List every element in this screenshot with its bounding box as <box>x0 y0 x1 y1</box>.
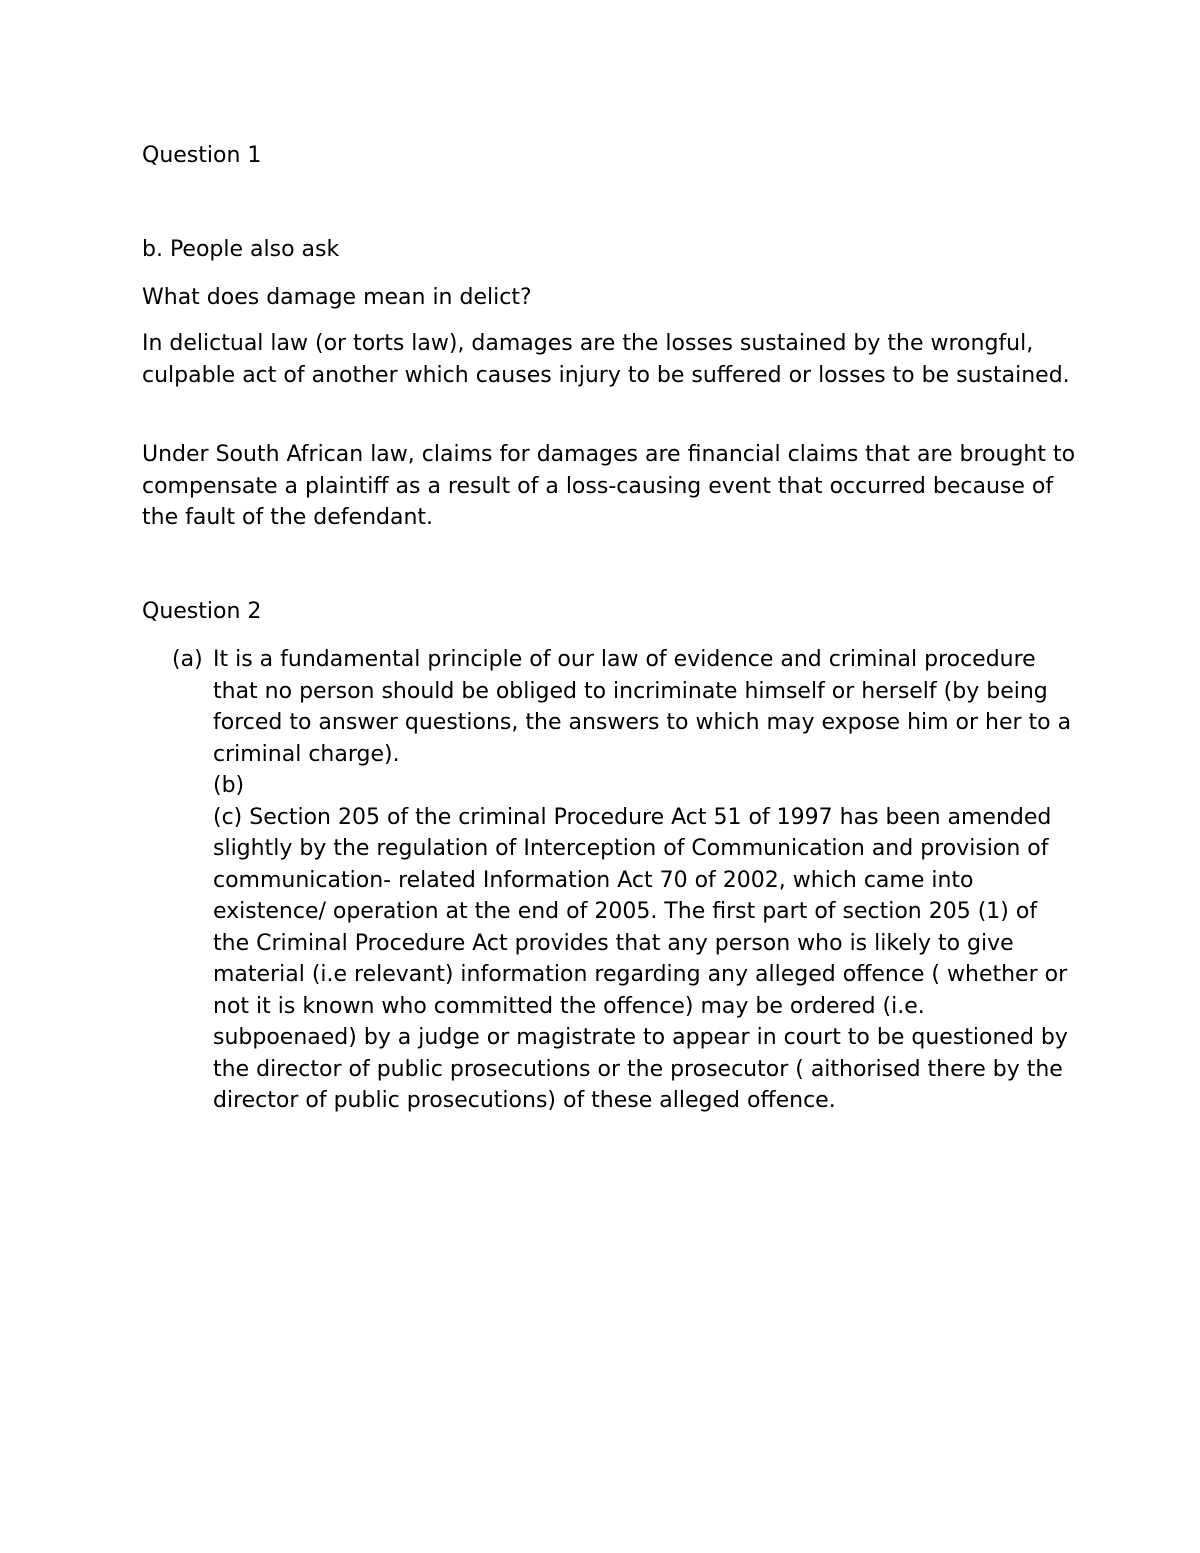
list-item-a-text: It is a fundamental principle of our law of evidence and criminal procedure that no person should be obliged to incriminate himself or herself (by being forced to answer questions, the answers to which may expose him or her to a criminal charge). <box>213 647 1072 767</box>
question-1-paragraph-1: In delictual law (or torts law), damages are the losses sustained by the wrongful, culpable act of another which causes injury to be suffered or losses to be sustained. <box>142 331 1070 388</box>
question-1-paragraph-2: Under South African law, claims for damages are financial claims that are brought to compensate a plaintiff as a result of a loss-causing event that occurred because of the fault of the defendant. <box>142 442 1076 530</box>
list-item-b-label: (b) <box>213 773 245 798</box>
question-1-subheading: b. People also ask <box>142 237 340 262</box>
question-2-list <box>172 644 1072 1117</box>
question-2-heading: Question 2 <box>142 599 262 624</box>
list-item-c-text: (c) Section 205 of the criminal Procedure Act 51 of 1997 has been amended slightly by the regulation of Interception of Communication and provision of communication- related Information Act 70 of 2002, which came into existence/ operation at the end of 2005. The first part of section 205 (1) of the Criminal Procedure Act provides that any person who is likely to give material (i.e relevant) information regarding any alleged offence ( whether or not it is known who committed the offence) may be ordered (i.e. subpoenaed) by a judge or magistrate to appear in court to be questioned by the director of public prosecutions or the prosecutor ( aithorised there by the director of public prosecutions) of these alleged offence. <box>213 804 1068 1113</box>
question-1-question: What does damage mean in delict? <box>142 285 532 310</box>
question-1-heading: Question 1 <box>142 143 262 168</box>
list-item <box>172 644 1072 1117</box>
list-marker-a: (a) <box>172 647 203 672</box>
